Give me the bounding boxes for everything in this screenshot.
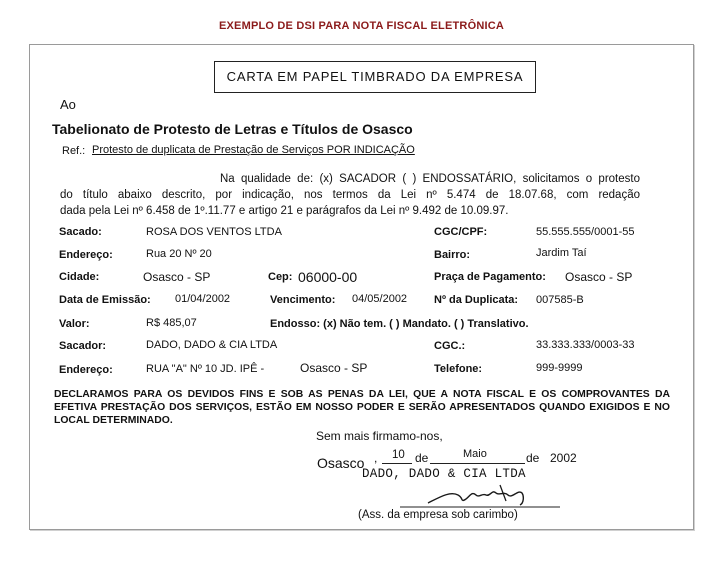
- telefone-label: Telefone:: [434, 363, 483, 375]
- sacado-label: Sacado:: [59, 226, 102, 238]
- page-title: EXEMPLO DE DSI PARA NOTA FISCAL ELETRÔNICA: [218, 20, 505, 32]
- valor-value: R$ 485,07: [146, 317, 197, 329]
- endereco-label: Endereço:: [59, 249, 113, 261]
- endereco2-label: Endereço:: [59, 364, 113, 376]
- date-day: 10: [392, 449, 405, 461]
- date-month: Maio: [463, 448, 487, 460]
- endereco-value: Rua 20 Nº 20: [146, 248, 212, 260]
- letterhead-box: CARTA EM PAPEL TIMBRADO DA EMPRESA: [214, 61, 536, 93]
- closing-text: Sem mais firmamo-nos,: [316, 429, 443, 443]
- recipient-organization: Tabelionato de Protesto de Letras e Títulos de Osasco: [52, 121, 413, 137]
- cgc-cpf-label: CGC/CPF:: [434, 226, 488, 238]
- month-underline: [430, 463, 525, 464]
- signature-caption: (Ass. da empresa sob carimbo): [358, 509, 518, 521]
- letter-document: [29, 44, 694, 530]
- sacador-label: Sacador:: [59, 340, 107, 352]
- reference-label: Ref.:: [62, 145, 86, 157]
- endosso-text: Endosso: (x) Não tem. ( ) Mandato. ( ) Translativo.: [270, 318, 529, 330]
- emissao-value: 01/04/2002: [175, 293, 231, 305]
- cgc-cpf-value: 55.555.555/0001-55: [536, 226, 635, 238]
- valor-label: Valor:: [59, 318, 90, 330]
- sacador-value: DADO, DADO & CIA LTDA: [146, 339, 278, 351]
- vencimento-value: 04/05/2002: [352, 293, 408, 305]
- cep-value: 06000-00: [298, 269, 358, 285]
- sacado-value: ROSA DOS VENTOS LTDA: [146, 226, 282, 238]
- endereco2-city: Osasco - SP: [300, 361, 368, 375]
- duplicata-value: 007585-B: [536, 294, 584, 306]
- recipient-prefix: Ao: [60, 97, 76, 112]
- bairro-label: Bairro:: [434, 249, 471, 261]
- date-de-1: de: [415, 451, 429, 465]
- cgc-label: CGC.:: [434, 340, 466, 352]
- date-city: Osasco: [317, 455, 365, 471]
- day-underline: [382, 463, 412, 464]
- request-paragraph: [60, 171, 640, 219]
- company-signature-name: DADO, DADO & CIA LTDA: [362, 467, 526, 481]
- endereco2-value: RUA "A" Nº 10 JD. IPÊ -: [146, 363, 265, 375]
- bairro-value: Jardim Taí: [536, 247, 587, 259]
- date-de-2: de: [526, 451, 540, 465]
- cep-label: Cep:: [268, 271, 293, 283]
- praca-label: Praça de Pagamento:: [434, 271, 546, 283]
- handwritten-signature: [400, 479, 560, 509]
- cgc-value: 33.333.333/0003-33: [536, 339, 635, 351]
- reference-text: Protesto de duplicata de Prestação de Serviços POR INDICAÇÃO: [92, 144, 415, 156]
- emissao-label: Data de Emissão:: [59, 294, 151, 306]
- cidade-value: Osasco - SP: [143, 270, 211, 284]
- paragraph-line-2: do título abaixo descrito, por indicação, nos termos da Lei nº 5.474 de 18.07.68, com redação: [60, 189, 640, 201]
- declaration-text: DECLARAMOS PARA OS DEVIDOS FINS E SOB AS PENAS DA LEI, QUE A NOTA FISCAL E OS COMPROVANTES DA EFETIVA PRESTAÇÃO DOS SERVIÇOS, ESTÃO EM NOSSO PODER E SERÃO APRESENTADOS QUANDO EXIGIDOS E NO LOCAL DETERMINADO.: [54, 389, 670, 426]
- vencimento-label: Vencimento:: [270, 294, 336, 306]
- paragraph-line-3: dada pela Lei nº 6.458 de 1º.11.77 e artigo 21 e parágrafos da Lei nº 9.492 de 10.09.97.: [60, 205, 509, 217]
- date-comma: ,: [374, 451, 378, 465]
- cidade-label: Cidade:: [59, 271, 100, 283]
- duplicata-label: Nº da Duplicata:: [434, 294, 519, 306]
- date-year: 2002: [550, 451, 577, 465]
- praca-value: Osasco - SP: [565, 270, 633, 284]
- telefone-value: 999-9999: [536, 362, 583, 374]
- paragraph-line-1: Na qualidade de: (x) SACADOR ( ) ENDOSSATÁRIO, solicitamos o protesto: [220, 173, 640, 185]
